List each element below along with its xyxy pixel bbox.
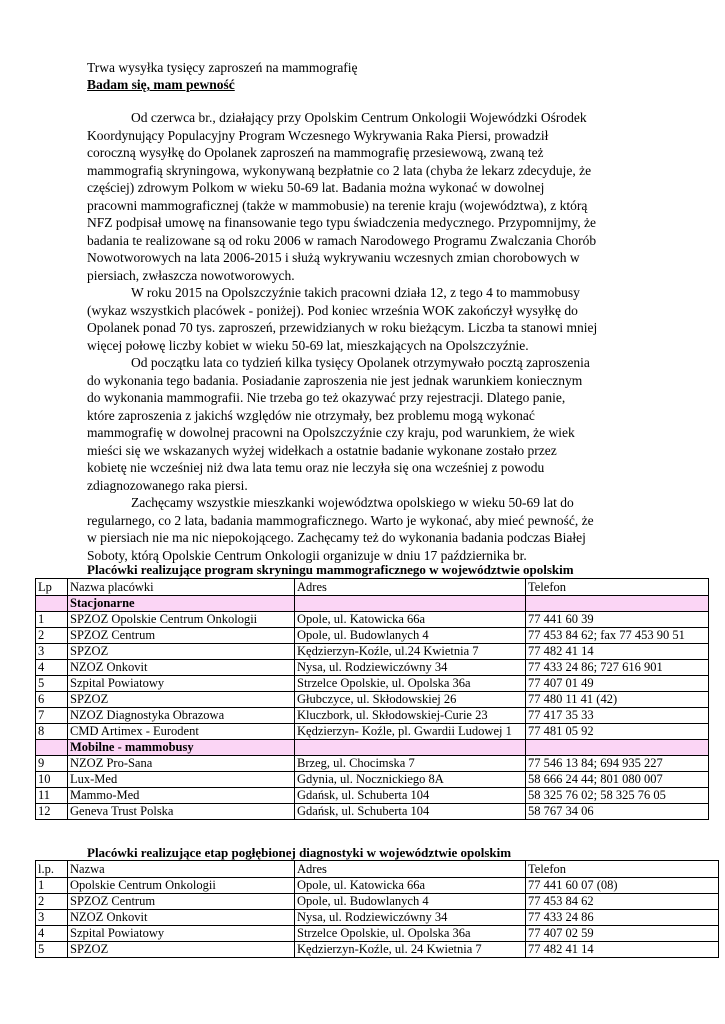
table-cell: Kędzierzyn- Koźle, pl. Gwardii Ludowej 1 [295,724,526,740]
table-cell: CMD Artimex - Eurodent [68,724,295,740]
article-line: mammografią skryningowa, wykonywaną bezpłatnie co 2 lata (chyba że lekarz zdecyduje, że [87,162,592,178]
column-header: Adres [295,579,526,596]
table-cell: 10 [36,772,68,788]
table-cell: SPZOZ [68,644,295,660]
column-header: Nazwa [68,861,295,878]
table-cell: SPZOZ Opolskie Centrum Onkologii [68,612,295,628]
article-line: piersiach, zwłaszcza nowotworowych. [87,267,295,283]
table-cell: 2 [36,628,68,644]
table-cell: Opolskie Centrum Onkologii [68,878,295,894]
table-cell: Lux-Med [68,772,295,788]
table-cell: Opole, ul. Katowicka 66a [295,878,526,894]
table-cell: 58 325 76 02; 58 325 76 05 [526,788,709,804]
table-cell [295,596,526,612]
table-cell: SPZOZ Centrum [68,894,295,910]
column-header: Nazwa placówki [68,579,295,596]
table-cell: 8 [36,724,68,740]
column-header: l.p. [36,861,68,878]
article-line: kobietę nie wcześniej niż dwa lata temu oraz nie leczyła się ona wcześniej z powodu [87,460,545,475]
table-row [36,724,709,740]
table-row [36,878,719,894]
column-header: Telefon [526,579,709,596]
table-cell: 77 433 24 86 [526,910,719,926]
table-row [36,628,709,644]
article-line: Od czerwca br., działający przy Opolskim Centrum Onkologii Wojewódzki Ośrodek [131,110,587,125]
column-header: Lp [36,579,68,596]
table-cell: Strzelce Opolskie, ul. Opolska 36a [295,926,526,942]
table-cell: SPZOZ Centrum [68,628,295,644]
table-row [36,894,719,910]
table-cell: 9 [36,756,68,772]
table-cell: 7 [36,708,68,724]
table-cell: Gdańsk, ul. Schuberta 104 [295,804,526,820]
article-kicker: Trwa wysyłka tysięcy zaproszeń na mammografię [87,60,358,75]
table-header-row [36,861,719,878]
table-cell: 77 441 60 07 (08) [526,878,719,894]
article-line: mammografię w dowolnej pracowni na Opolszczyźnie czy kraju, pod warunkiem, że wiek [87,425,575,440]
table-cell: NZOZ Onkovit [68,910,295,926]
table-header-row [36,579,709,596]
table-section-row [36,596,709,612]
table-cell: 77 546 13 84; 694 935 227 [526,756,709,772]
article-line: coroczną wysyłkę do Opolanek zaproszeń na mammografię przesiewową, zwaną też [87,145,544,160]
diagnostics-facilities-table [35,860,719,958]
table-cell: Nysa, ul. Rodziewiczówny 34 [295,910,526,926]
article-line: mieści się we wskazanych wyżej widełkach a ostatnie badanie wykonane zostało przez [87,442,557,458]
article-body [87,109,707,564]
column-header: Telefon [526,861,719,878]
table-cell: 4 [36,660,68,676]
article-line: Nowotworowych na lata 2006-2015 i służą wykrywaniu wczesnych zmian chorobowych w [87,250,580,265]
table-cell [526,740,709,756]
table-cell: 77 482 41 14 [526,942,719,958]
table-row [36,788,709,804]
table-cell: 77 453 84 62 [526,894,719,910]
article-line: badania te realizowane są od roku 2006 w ramach Narodowego Programu Zwalczania Chorób [87,232,597,248]
table-cell: Gdynia, ul. Nocznickiego 8A [295,772,526,788]
article-line: W roku 2015 na Opolszczyźnie takich pracowni działa 12, z tego 4 to mammobusy [131,285,580,300]
table-cell [295,740,526,756]
article-line: Koordynujący Populacyjny Program Wczesnego Wykrywania Raka Piersi, prowadził [87,127,549,143]
table-row [36,660,709,676]
table-cell: Szpital Powiatowy [68,926,295,942]
article-line: regularnego, co 2 lata, badania mammograficznego. Warto je wykonać, aby mieć pewność, że [87,512,594,528]
table-cell: 77 441 60 39 [526,612,709,628]
table-cell: Opole, ul. Budowlanych 4 [295,894,526,910]
article-line: do wykonania tego badania. Posiadanie zaproszenia nie jest jednak warunkiem koniecznym [87,372,583,388]
article-line: NFZ podpisał umowę na finansowanie tego typu świadczenia medycznego. Przypomnijmy, że [87,215,596,230]
table-cell: 3 [36,644,68,660]
table-row [36,772,709,788]
table-row [36,644,709,660]
table-cell: 4 [36,926,68,942]
section-label: Mobilne - mammobusy [68,740,295,756]
article-line: Zachęcamy wszystkie mieszkanki województwa opolskiego w wieku 50-69 lat do [131,495,574,510]
table-cell: Opole, ul. Budowlanych 4 [295,628,526,644]
table-cell: 3 [36,910,68,926]
table-cell: 77 433 24 86; 727 616 901 [526,660,709,676]
table-row [36,708,709,724]
table-cell: 77 480 11 41 (42) [526,692,709,708]
table-cell: 1 [36,612,68,628]
table-row [36,692,709,708]
table-cell: 12 [36,804,68,820]
column-header: Adres [295,861,526,878]
table-cell: 5 [36,676,68,692]
article-line: Od początku lata co tydzień kilka tysięcy Opolanek otrzymywało pocztą zaproszenia [131,355,590,370]
article-line: Soboty, którą Opolskie Centrum Onkologii organizuje w dniu 17 października br. [87,547,527,563]
article-line: pracowni mammograficznej (także w mammobusie) na terenie kraju (województwa), z którą [87,197,588,213]
table-cell: SPZOZ [68,942,295,958]
table-row [36,676,709,692]
table-cell: Kluczbork, ul. Skłodowskiej-Curie 23 [295,708,526,724]
table-row [36,942,719,958]
table-row [36,910,719,926]
table-cell: 11 [36,788,68,804]
table-row [36,612,709,628]
article-line: więcej połowę liczby kobiet w wieku 50-69 lat, mieszkających na Opolszczyźnie. [87,337,529,353]
table-cell: Gdańsk, ul. Schuberta 104 [295,788,526,804]
table-cell: NZOZ Pro-Sana [68,756,295,772]
table-cell: Głubczyce, ul. Skłodowskiej 26 [295,692,526,708]
table-cell: Szpital Powiatowy [68,676,295,692]
article-line: Opolanek ponad 70 tys. zaproszeń, przewidzianych w roku bieżącym. Liczba ta stanowi mniej [87,320,598,335]
table-cell [36,740,68,756]
article-line: które zaproszenia z jakichś względów nie otrzymały, bez problemu mogą wykonać [87,407,535,423]
table-cell: 77 407 02 59 [526,926,719,942]
table-cell: 6 [36,692,68,708]
table-cell: 2 [36,894,68,910]
table2-caption: Placówki realizujące etap pogłębionej diagnostyki w województwie opolskim [87,845,512,860]
article-line: (wykaz wszystkich placówek - poniżej). Pod koniec września WOK zakończył wysyłkę do [87,302,578,318]
table-cell: 58 666 24 44; 801 080 007 [526,772,709,788]
table1-caption: Placówki realizujące program skryningu mammograficznego w województwie opolskim [87,562,574,577]
table-row [36,756,709,772]
article-title: Badam się, mam pewność [87,77,235,92]
table-cell: 77 417 35 33 [526,708,709,724]
table-cell: Nysa, ul. Rodziewiczówny 34 [295,660,526,676]
table-cell: 77 481 05 92 [526,724,709,740]
table-cell: Mammo-Med [68,788,295,804]
table-cell: Strzelce Opolskie, ul. Opolska 36a [295,676,526,692]
table-cell: 77 453 84 62; fax 77 453 90 51 [526,628,709,644]
table-cell: Kędzierzyn-Koźle, ul.24 Kwietnia 7 [295,644,526,660]
table-cell: 77 482 41 14 [526,644,709,660]
article-line: zdiagnozowanego raka piersi. [87,477,248,493]
table-cell: NZOZ Diagnostyka Obrazowa [68,708,295,724]
table-section-row [36,740,709,756]
article-line: do wykonania mammografii. Nie trzeba go też okazywać przy rejestracji. Dlatego panie, [87,390,566,405]
table-cell: 5 [36,942,68,958]
table-cell [526,596,709,612]
table-cell: Kędzierzyn-Koźle, ul. 24 Kwietnia 7 [295,942,526,958]
table-cell: NZOZ Onkovit [68,660,295,676]
table-cell: 77 407 01 49 [526,676,709,692]
table-cell [36,596,68,612]
table-cell: Brzeg, ul. Chocimska 7 [295,756,526,772]
screening-facilities-table [35,578,709,820]
article-line: w piersiach nie ma nic niepokojącego. Zachęcamy też do wykonania badania podczas Białej [87,530,586,545]
table-cell: 58 767 34 06 [526,804,709,820]
table-cell: Opole, ul. Katowicka 66a [295,612,526,628]
article-line: częściej) zdrowym Polkom w wieku 50-69 lat. Badania można wykonać w dowolnej [87,180,545,195]
table-cell: Geneva Trust Polska [68,804,295,820]
table-cell: SPZOZ [68,692,295,708]
table-row [36,926,719,942]
table-cell: 1 [36,878,68,894]
section-label: Stacjonarne [68,596,295,612]
table-row [36,804,709,820]
